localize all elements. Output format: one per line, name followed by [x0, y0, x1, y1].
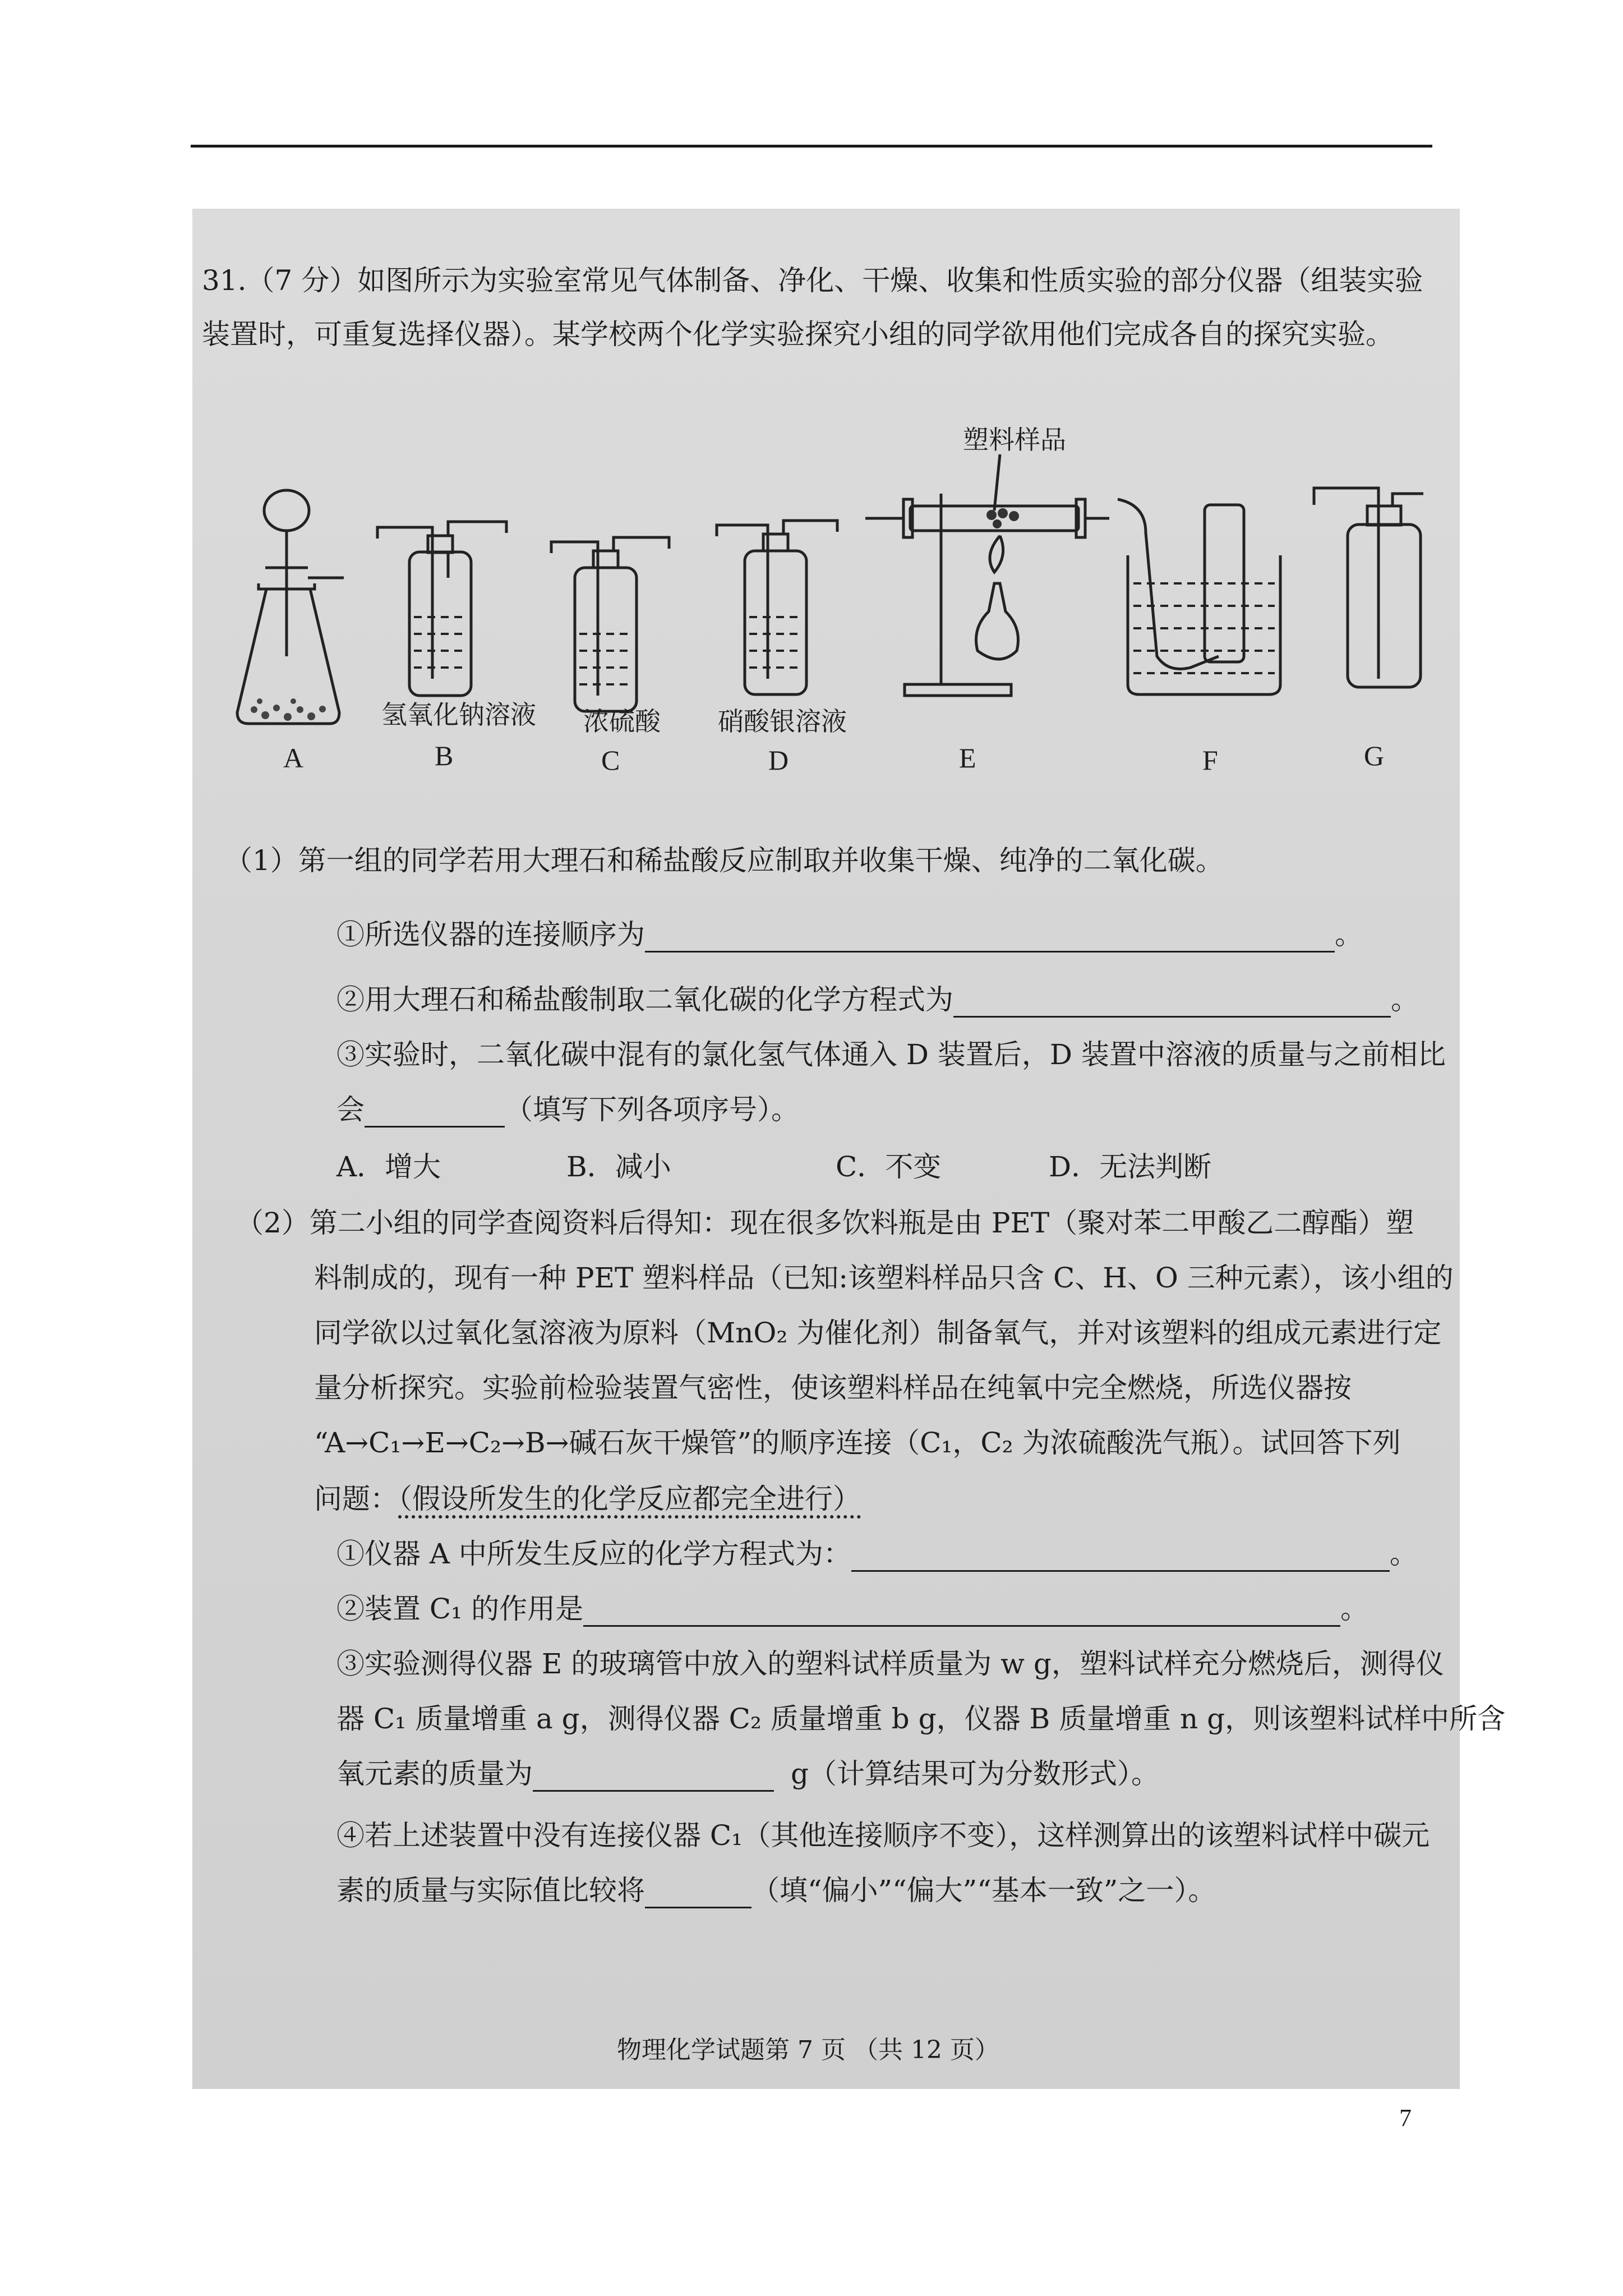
letter-f: F: [1202, 744, 1218, 776]
part2-q1-text: ①仪器 A 中所发生反应的化学方程式为：: [336, 1538, 851, 1570]
part1-q1-text: ①所选仪器的连接顺序为: [336, 918, 645, 951]
part2-q3a: ③实验测得仪器 E 的玻璃管中放入的塑料试样质量为 w g，塑料试样充分燃烧后，测得仪: [336, 1648, 1444, 1680]
option-c: C．不变: [836, 1151, 942, 1183]
letter-c: C: [601, 744, 620, 776]
header-rule: [191, 145, 1432, 148]
part2-line4: 量分析探究。实验前检验装置气密性，使该塑料样品在纯氧中完全燃烧，所选仪器按: [314, 1372, 1352, 1404]
part1-q1-end: 。: [1335, 918, 1363, 951]
label-c-h2so4: 浓硫酸: [583, 706, 661, 737]
part2-line2: 料制成的，现有一种 PET 塑料样品（已知:该塑料样品只含 C、H、O 三种元素），该小组的: [314, 1262, 1454, 1294]
part1-q3b-post: （填写下列各项序号）。: [505, 1093, 799, 1126]
apparatus-d: [717, 521, 837, 694]
part2-q4a: ④若上述装置中没有连接仪器 C₁（其他连接顺序不变），这样测算出的该塑料试样中碳元: [336, 1819, 1430, 1852]
letter-b: B: [435, 740, 454, 771]
part2-q4b-pre: 素的质量与实际值比较将: [336, 1874, 645, 1907]
option-a: A．增大: [336, 1151, 441, 1183]
letter-d: D: [768, 744, 789, 776]
part1-intro: （1）第一组的同学若用大理石和稀盐酸反应制取并收集干燥、纯净的二氧化碳。: [224, 844, 1224, 877]
part1-q3b-pre: 会: [336, 1093, 365, 1126]
part1-q3a: ③实验时，二氧化碳中混有的氯化氢气体通入 D 装置后，D 装置中溶液的质量与之前相比: [336, 1038, 1446, 1071]
letter-a: A: [283, 742, 304, 774]
part2-q1: [336, 1531, 1418, 1572]
part1-q1: [336, 912, 1363, 953]
answer-blank-4[interactable]: [851, 1539, 1390, 1572]
apparatus-b: [377, 522, 506, 696]
part2-line5: “A→C₁→E→C₂→B→碱石灰干燥管”的顺序连接（C₁，C₂ 为浓硫酸洗气瓶）。试回答下列: [314, 1427, 1401, 1459]
letter-e: E: [959, 742, 976, 774]
part2-q3c-post: g（计算结果可为分数形式）。: [791, 1757, 1160, 1790]
page-number: 7: [1399, 2104, 1412, 2132]
part2-line6: [314, 1476, 861, 1517]
part2-q1-end: 。: [1389, 1538, 1418, 1570]
answer-blank-3[interactable]: [365, 1094, 505, 1128]
label-d-agno3: 硝酸银溶液: [718, 706, 847, 737]
part2-line6-pre: 问题：: [314, 1483, 398, 1515]
answer-blank-6[interactable]: [533, 1759, 774, 1792]
label-b-naoh: 氢氧化钠溶液: [381, 700, 536, 730]
answer-blank-1[interactable]: [645, 919, 1335, 953]
option-b: B．减小: [566, 1151, 671, 1183]
part1-q2-end: 。: [1391, 983, 1419, 1016]
exam-footer: 物理化学试题第 7 页 （共 12 页）: [617, 2036, 999, 2064]
apparatus-figure: [192, 421, 1460, 802]
part2-q4b: [336, 1868, 1216, 1908]
part2-q3c: [336, 1751, 1159, 1792]
part2-q2-text: ②装置 C₁ 的作用是: [336, 1593, 584, 1625]
option-d: D．无法判断: [1049, 1151, 1212, 1183]
answer-blank-5[interactable]: [583, 1594, 1340, 1627]
answer-blank-2[interactable]: [953, 984, 1391, 1018]
answer-blank-7[interactable]: [645, 1875, 751, 1908]
part1-q3b: [336, 1087, 799, 1128]
part2-q4b-post: （填“偏小”“偏大”“基本一致”之一）。: [751, 1874, 1216, 1907]
part2-q3b: 器 C₁ 质量增重 a g，测得仪器 C₂ 质量增重 b g，仪器 B 质量增重 n g，则该塑料试样中所含: [336, 1703, 1506, 1735]
part2-q2-end: 。: [1340, 1593, 1369, 1625]
plastic-sample-label: 塑料样品: [963, 425, 1066, 455]
apparatus-e: [865, 454, 1109, 696]
part1-q2: [336, 977, 1419, 1018]
part2-q3c-pre: 氧元素的质量为: [336, 1757, 533, 1790]
letter-g: G: [1364, 740, 1385, 771]
part1-q2-text: ②用大理石和稀盐酸制取二氧化碳的化学方程式为: [336, 983, 953, 1016]
apparatus-g: [1314, 488, 1423, 687]
part2-line6-emph: （假设所发生的化学反应都完全进行）: [398, 1483, 861, 1519]
part2-line3: 同学欲以过氧化氢溶液为原料（MnO₂ 为催化剂）制备氧气，并对该塑料的组成元素进行定: [314, 1317, 1442, 1349]
apparatus-c: [551, 537, 669, 711]
apparatus-f: [1118, 499, 1280, 694]
part2-q2: [336, 1586, 1368, 1627]
apparatus-a: [237, 490, 344, 724]
question-head: 31.（7 分）如图所示为实验室常见气体制备、净化、干燥、收集和性质实验的部分仪器（组装实验装置时，可重复选择仪器）。某学校两个化学实验探究小组的同学欲用他们完成各自的探究实验。: [202, 264, 1423, 351]
part2-line1: （2）第二小组的同学查阅资料后得知：现在很多饮料瓶是由 PET（聚对苯二甲酸乙二醇酯）塑: [236, 1207, 1414, 1239]
